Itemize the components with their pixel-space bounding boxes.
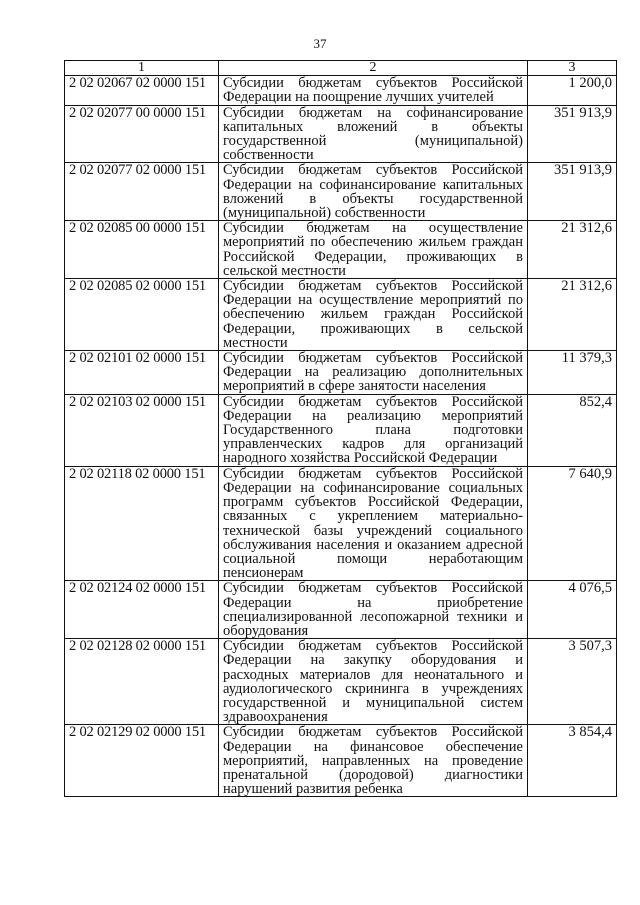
subsidy-amount: 852,4 xyxy=(528,394,617,466)
subsidy-description: Субсидии бюджетам субъектов Российской Федерации на реализацию дополнительных мероприятий в сфере занятости населения xyxy=(219,351,528,395)
table-row xyxy=(65,76,617,105)
budget-code: 2 02 02103 02 0000 151 xyxy=(65,394,219,466)
table-row xyxy=(65,105,617,163)
table-row xyxy=(65,221,617,279)
subsidy-amount: 3 854,4 xyxy=(528,725,617,797)
table-row xyxy=(65,639,617,725)
subsidy-amount: 4 076,5 xyxy=(528,581,617,639)
budget-code: 2 02 02118 02 0000 151 xyxy=(65,466,219,581)
subsidy-description: Субсидии бюджетам субъектов Российской Федерации на закупку оборудования и расходных материалов для неонатального и аудиологического скрининга в учреждениях государственной и муниципальной систем здравоохранения xyxy=(219,639,528,725)
table-row xyxy=(65,466,617,581)
subsidy-amount: 21 312,6 xyxy=(528,221,617,279)
subsidy-description: Субсидии бюджетам субъектов Российской Федерации на поощрение лучших учителей xyxy=(219,76,528,105)
subsidy-description: Субсидии бюджетам на осуществление мероприятий по обеспечению жильем граждан Российской Федерации, проживающих в сельской местности xyxy=(219,221,528,279)
table-row xyxy=(65,725,617,797)
budget-code: 2 02 02067 02 0000 151 xyxy=(65,76,219,105)
subsidy-amount: 351 913,9 xyxy=(528,105,617,163)
subsidy-description: Субсидии бюджетам субъектов Российской Федерации на софинансирование капитальных вложений в объекты государственной (муниципальной) собственности xyxy=(219,163,528,221)
budget-code: 2 02 02128 02 0000 151 xyxy=(65,639,219,725)
budget-code: 2 02 02085 00 0000 151 xyxy=(65,221,219,279)
table-row xyxy=(65,351,617,395)
subsidy-description: Субсидии бюджетам субъектов Российской Федерации на финансовое обеспечение мероприятий, направленных на проведение пренатальной (дородовой) диагностики нарушений развития ребенка xyxy=(219,725,528,797)
column-header-amount: 3 xyxy=(528,61,617,76)
column-header-description: 2 xyxy=(219,61,528,76)
budget-code: 2 02 02124 02 0000 151 xyxy=(65,581,219,639)
budget-code: 2 02 02129 02 0000 151 xyxy=(65,725,219,797)
subsidy-description: Субсидии бюджетам на софинансирование капитальных вложений в объекты государственной (муниципальной) собственности xyxy=(219,105,528,163)
column-header-code: 1 xyxy=(65,61,219,76)
page-number: 37 xyxy=(313,36,327,51)
subsidy-description: Субсидии бюджетам субъектов Российской Федерации на осуществление мероприятий по обеспечению жильем граждан Российской Федерации, проживающих в сельской местности xyxy=(219,279,528,351)
budget-code: 2 02 02085 02 0000 151 xyxy=(65,279,219,351)
subsidy-description: Субсидии бюджетам субъектов Российской Федерации на приобретение специализированной лесопожарной техники и оборудования xyxy=(219,581,528,639)
subsidy-amount: 7 640,9 xyxy=(528,466,617,581)
subsidy-amount: 11 379,3 xyxy=(528,351,617,395)
subsidy-amount: 21 312,6 xyxy=(528,279,617,351)
table-row xyxy=(65,279,617,351)
subsidies-table xyxy=(64,60,617,797)
subsidy-amount: 3 507,3 xyxy=(528,639,617,725)
table-row xyxy=(65,581,617,639)
budget-code: 2 02 02101 02 0000 151 xyxy=(65,351,219,395)
header-row xyxy=(65,61,617,76)
subsidy-amount: 351 913,9 xyxy=(528,163,617,221)
budget-code: 2 02 02077 00 0000 151 xyxy=(65,105,219,163)
table-row xyxy=(65,394,617,466)
table-row xyxy=(65,163,617,221)
subsidy-description: Субсидии бюджетам субъектов Российской Федерации на софинансирование социальных программ субъектов Российской Федерации, связанных с укреплением материально-технической базы учреждений социального обслуживания населения и оказанием адресной социальной помощи неработающим пенсионерам xyxy=(219,466,528,581)
subsidy-description: Субсидии бюджетам субъектов Российской Федерации на реализацию мероприятий Государственного плана подготовки управленческих кадров для организаций народного хозяйства Российской Федерации xyxy=(219,394,528,466)
subsidy-amount: 1 200,0 xyxy=(528,76,617,105)
budget-code: 2 02 02077 02 0000 151 xyxy=(65,163,219,221)
